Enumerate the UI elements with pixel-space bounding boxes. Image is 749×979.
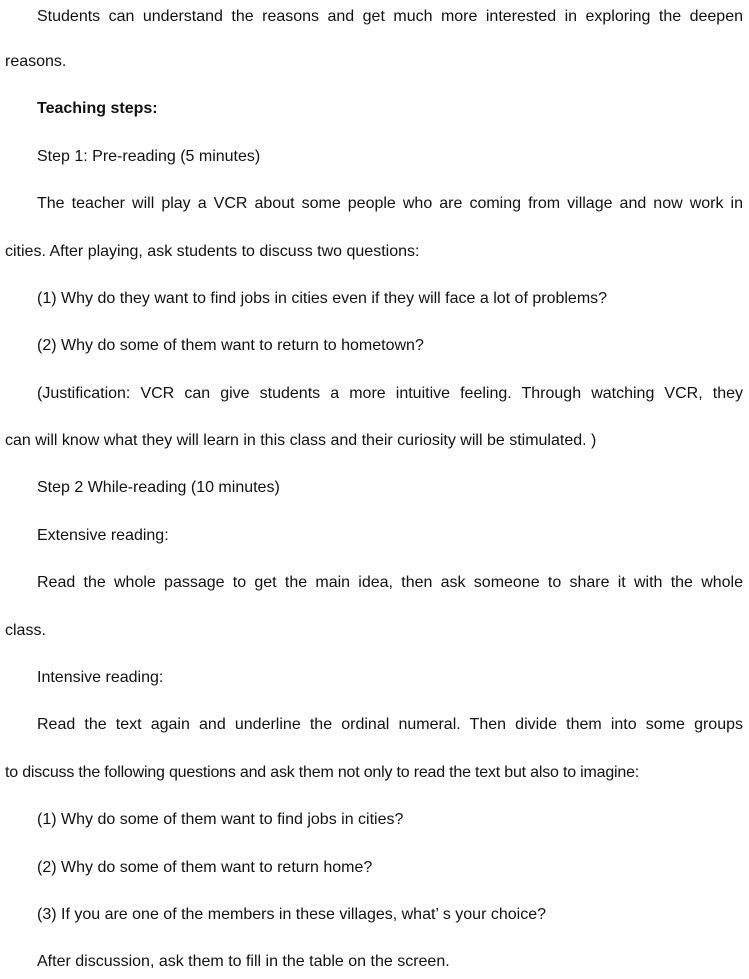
after-discussion-line: After discussion, ask them to fill in the table on the screen.	[37, 953, 450, 970]
step-1-paragraph-line-2: cities. After playing, ask students to discuss two questions:	[5, 243, 420, 260]
step-2-question-3: (3) If you are one of the members in these villages, what’ s your choice?	[37, 906, 546, 923]
intensive-reading-heading: Intensive reading:	[37, 669, 164, 686]
step-2-question-2: (2) Why do some of them want to return home?	[37, 859, 373, 876]
extensive-reading-heading: Extensive reading:	[37, 527, 169, 544]
justification-line-2: can will know what they will learn in this class and their curiosity will be stimulated. )	[5, 432, 597, 449]
step-1-paragraph-line-1: The teacher will play a VCR about some people who are coming from village and now work in	[37, 195, 743, 212]
intensive-reading-line-2: to discuss the following questions and ask them not only to read the text but also to imagine:	[5, 764, 640, 781]
step-1-question-1: (1) Why do they want to find jobs in cities even if they will face a lot of problems?	[37, 290, 608, 307]
extensive-reading-line-1: Read the whole passage to get the main idea, then ask someone to share it with the whole	[37, 574, 743, 591]
step-2-question-1: (1) Why do some of them want to find jobs in cities?	[37, 811, 404, 828]
step-2-heading: Step 2 While-reading (10 minutes)	[37, 479, 280, 496]
paragraph-students-line-2: reasons.	[5, 53, 67, 70]
intensive-reading-line-1: Read the text again and underline the ordinal numeral. Then divide them into some groups	[37, 716, 743, 733]
extensive-reading-line-2: class.	[5, 622, 46, 639]
step-1-question-2: (2) Why do some of them want to return to hometown?	[37, 337, 424, 354]
justification-line-1: (Justification: VCR can give students a more intuitive feeling. Through watching VCR, they	[37, 385, 743, 402]
paragraph-students-line-1: Students can understand the reasons and get much more interested in exploring the deepen	[37, 8, 743, 25]
teaching-steps-heading: Teaching steps:	[37, 100, 158, 117]
step-1-heading: Step 1: Pre-reading (5 minutes)	[37, 148, 261, 165]
